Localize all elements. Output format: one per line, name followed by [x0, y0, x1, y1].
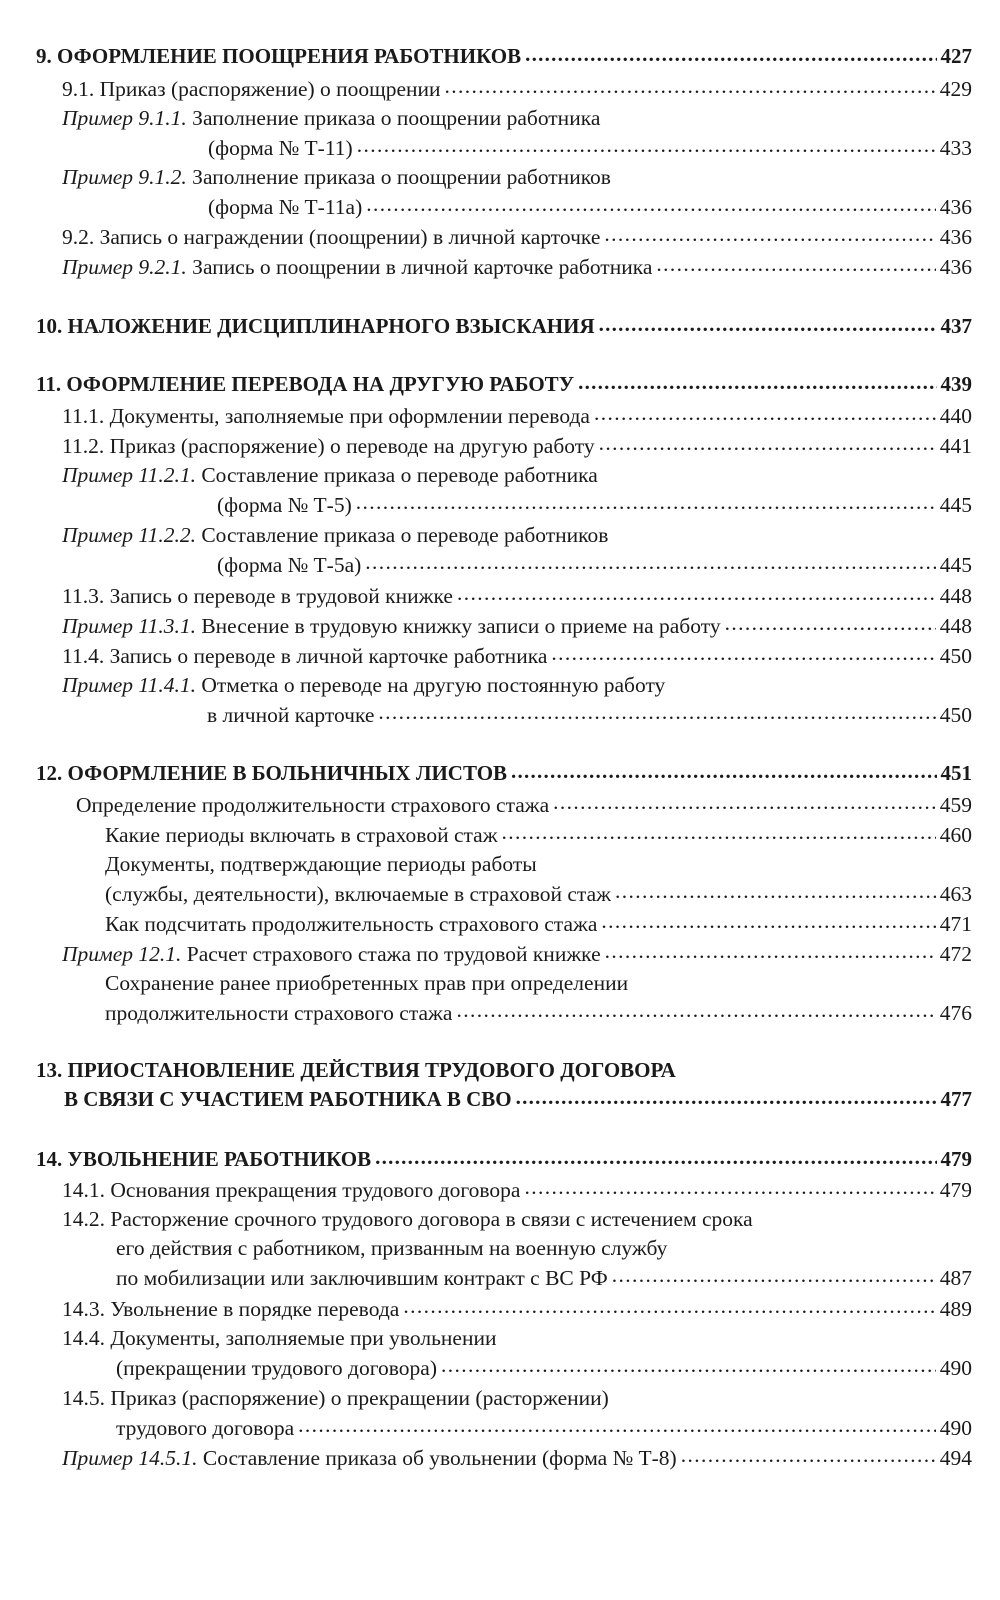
toc-section-12[interactable]	[36, 759, 972, 788]
toc-subsection-11-1[interactable]	[62, 401, 972, 431]
entry-title-line-1: 14.4. Документы, заполняемые при увольнении	[62, 1326, 497, 1350]
dot-leader	[365, 550, 935, 572]
entry-title-line-1: Документы, подтверждающие периоды работы	[105, 852, 537, 876]
page-number: 450	[939, 702, 972, 727]
toc-section-13[interactable]	[36, 1056, 972, 1114]
entry-title: 14. УВОЛЬНЕНИЕ РАБОТНИКОВ	[36, 1147, 372, 1171]
page-number: 448	[939, 583, 972, 608]
dot-leader	[366, 192, 936, 214]
dot-leader	[445, 74, 936, 96]
entry-title-line-1: 14.2. Расторжение срочного трудового договора в связи с истечением срока	[62, 1207, 753, 1231]
toc-subsection-12-d[interactable]	[105, 909, 972, 939]
entry-title: 11.1. Документы, заполняемые при оформлении перевода	[62, 403, 590, 428]
dot-leader	[681, 1443, 936, 1465]
dot-leader	[601, 909, 935, 931]
dot-leader	[457, 581, 936, 603]
entry-title: (прекращении трудового договора)	[116, 1355, 437, 1380]
entry-title-line-1: Отметка о переводе на другую постоянную работу	[201, 673, 666, 697]
example-prefix: Пример 14.5.1.	[62, 1445, 198, 1470]
dot-leader	[599, 431, 936, 453]
entry-title: 9. ОФОРМЛЕНИЕ ПООЩРЕНИЯ РАБОТНИКОВ	[36, 44, 522, 68]
entry-title-line-1: Заполнение приказа о поощрении работника	[192, 106, 601, 130]
toc-subsection-14-5[interactable]	[62, 1384, 972, 1443]
entry-title: 11.4. Запись о переводе в личной карточке работника	[62, 643, 548, 668]
dot-leader	[551, 641, 935, 663]
entry-title-line-1: 14.5. Приказ (распоряжение) о прекращении (расторжении)	[62, 1386, 609, 1410]
entry-title: по мобилизации или заключившим контракт с ВС РФ	[116, 1265, 608, 1290]
entry-title: Запись о поощрении в личной карточке работника	[192, 254, 653, 279]
page-number: 439	[940, 372, 972, 396]
entry-title: 12. ОФОРМЛЕНИЕ В БОЛЬНИЧНЫХ ЛИСТОВ	[36, 761, 508, 785]
entry-title: (форма № Т-5а)	[217, 552, 362, 577]
page-number: 490	[939, 1355, 972, 1380]
dot-leader	[356, 490, 936, 512]
dot-leader	[578, 370, 936, 391]
entry-title: (службы, деятельности), включаемые в страховой стаж	[105, 881, 611, 906]
toc-subsection-12-a[interactable]	[76, 790, 972, 820]
example-prefix: Пример 9.1.2.	[62, 165, 187, 189]
toc-subsection-12-c[interactable]	[105, 850, 972, 909]
page-number: 433	[939, 135, 972, 160]
example-prefix: Пример 9.1.1.	[62, 106, 187, 130]
page-number: 459	[939, 792, 972, 817]
entry-title: 9.1. Приказ (распоряжение) о поощрении	[62, 76, 441, 101]
toc-example-14-5-1[interactable]	[62, 1443, 972, 1473]
toc-subsection-12-e[interactable]	[105, 969, 972, 1028]
page-number: 448	[939, 613, 972, 638]
dot-leader	[605, 939, 936, 961]
dot-leader	[599, 312, 937, 333]
page-number: 494	[939, 1445, 972, 1470]
entry-title: 14.3. Увольнение в порядке перевода	[62, 1296, 400, 1321]
toc-subsection-14-4[interactable]	[62, 1324, 972, 1383]
dot-leader	[357, 133, 936, 155]
dot-leader	[725, 611, 936, 633]
page-number: 445	[939, 492, 972, 517]
dot-leader	[378, 700, 935, 722]
toc-example-9-1-1[interactable]	[62, 104, 972, 163]
page-number: 460	[939, 822, 972, 847]
toc-subsection-11-4[interactable]	[62, 641, 972, 671]
toc-section-14[interactable]	[36, 1145, 972, 1174]
page-number: 429	[939, 76, 972, 101]
dot-leader	[502, 820, 936, 842]
dot-leader	[604, 222, 935, 244]
dot-leader	[656, 252, 935, 274]
toc-subsection-14-3[interactable]	[62, 1294, 972, 1324]
example-prefix: Пример 12.1.	[62, 941, 182, 966]
toc-section-11[interactable]	[36, 370, 972, 399]
toc-example-11-2-2[interactable]	[62, 521, 972, 580]
entry-title: в личной карточке	[207, 702, 375, 727]
dot-leader	[615, 879, 936, 901]
dot-leader	[594, 401, 936, 423]
toc-example-11-2-1[interactable]	[62, 461, 972, 520]
entry-title: Внесение в трудовую книжку записи о приеме на работу	[201, 613, 721, 638]
page-number: 436	[939, 194, 972, 219]
page-number: 490	[939, 1415, 972, 1440]
entry-title: Как подсчитать продолжительность страхового стажа	[105, 911, 598, 936]
toc-example-11-3-1[interactable]	[62, 611, 972, 641]
dot-leader	[298, 1413, 936, 1435]
entry-title: Составление приказа об увольнении (форма № Т-8)	[202, 1445, 677, 1470]
dot-leader	[524, 1175, 935, 1197]
page-number: 477	[940, 1087, 972, 1111]
dot-leader	[456, 998, 935, 1020]
entry-title-line-1: Заполнение приказа о поощрении работников	[192, 165, 611, 189]
entry-title: 11. ОФОРМЛЕНИЕ ПЕРЕВОДА НА ДРУГУЮ РАБОТУ	[36, 372, 575, 396]
page-number: 479	[939, 1177, 972, 1202]
toc-subsection-11-2[interactable]	[62, 431, 972, 461]
page-number: 445	[939, 552, 972, 577]
toc-subsection-14-1[interactable]	[62, 1175, 972, 1205]
entry-title: Какие периоды включать в страховой стаж	[105, 822, 498, 847]
page-number: 471	[939, 911, 972, 936]
toc-section-10[interactable]	[36, 312, 972, 341]
entry-title-line-1: Сохранение ранее приобретенных прав при определении	[105, 971, 629, 995]
toc-subsection-9-1[interactable]	[62, 74, 972, 104]
entry-title: (форма № Т-11а)	[208, 194, 363, 219]
page-number: 451	[940, 761, 972, 785]
dot-leader	[516, 1085, 937, 1106]
page-number: 436	[939, 254, 972, 279]
page-number: 450	[939, 643, 972, 668]
toc-subsection-11-3[interactable]	[62, 581, 972, 611]
entry-title-line-1: 13. ПРИОСТАНОВЛЕНИЕ ДЕЙСТВИЯ ТРУДОВОГО ДОГОВОРА	[36, 1058, 676, 1082]
dot-leader	[375, 1145, 936, 1166]
entry-title: (форма № Т-11)	[208, 135, 353, 160]
dot-leader	[511, 759, 936, 780]
toc-example-12-1[interactable]	[62, 939, 972, 969]
entry-title-line-1: Составление приказа о переводе работника	[201, 463, 598, 487]
page-number: 427	[940, 44, 972, 68]
entry-title: (форма № Т-5)	[217, 492, 352, 517]
entry-title: Расчет страхового стажа по трудовой книжке	[186, 941, 601, 966]
page-number: 437	[940, 314, 972, 338]
toc-section-9[interactable]	[36, 42, 972, 71]
page-number: 489	[939, 1296, 972, 1321]
entry-title: 11.3. Запись о переводе в трудовой книжке	[62, 583, 453, 608]
entry-title-line-1: Составление приказа о переводе работников	[201, 523, 609, 547]
entry-title: трудового договора	[116, 1415, 295, 1440]
example-prefix: Пример 9.2.1.	[62, 254, 187, 279]
toc-subsection-12-b[interactable]	[105, 820, 972, 850]
entry-title: продолжительности страхового стажа	[105, 1000, 453, 1025]
page-number: 436	[939, 224, 972, 249]
entry-title: 10. НАЛОЖЕНИЕ ДИСЦИПЛИНАРНОГО ВЗЫСКАНИЯ	[36, 314, 595, 338]
page-number: 487	[939, 1265, 972, 1290]
example-prefix: Пример 11.2.1.	[62, 463, 196, 487]
entry-title: Определение продолжительности страхового стажа	[76, 792, 550, 817]
entry-title: 11.2. Приказ (распоряжение) о переводе на другую работу	[62, 433, 595, 458]
dot-leader	[403, 1294, 935, 1316]
toc-example-9-1-2[interactable]	[62, 163, 972, 222]
page-number: 479	[940, 1147, 972, 1171]
dot-leader	[553, 790, 936, 812]
toc-subsection-14-2[interactable]	[62, 1205, 972, 1293]
page-number: 472	[939, 941, 972, 966]
toc-example-9-2-1[interactable]	[62, 252, 972, 282]
dot-leader	[612, 1263, 936, 1285]
page-number: 441	[939, 433, 972, 458]
example-prefix: Пример 11.4.1.	[62, 673, 196, 697]
page-number: 463	[939, 881, 972, 906]
toc-example-11-4-1[interactable]	[62, 671, 972, 730]
page-number: 476	[939, 1000, 972, 1025]
entry-title-line-2: его действия с работником, призванным на военную службу	[116, 1236, 668, 1260]
toc-subsection-9-2[interactable]	[62, 222, 972, 252]
dot-leader	[525, 42, 936, 63]
entry-title: 14.1. Основания прекращения трудового договора	[62, 1177, 521, 1202]
entry-title: В СВЯЗИ С УЧАСТИЕМ РАБОТНИКА В СВО	[64, 1087, 512, 1111]
page-number: 440	[939, 403, 972, 428]
entry-title: 9.2. Запись о награждении (поощрении) в личной карточке	[62, 224, 601, 249]
dot-leader	[441, 1353, 936, 1375]
example-prefix: Пример 11.2.2.	[62, 523, 196, 547]
example-prefix: Пример 11.3.1.	[62, 613, 196, 638]
